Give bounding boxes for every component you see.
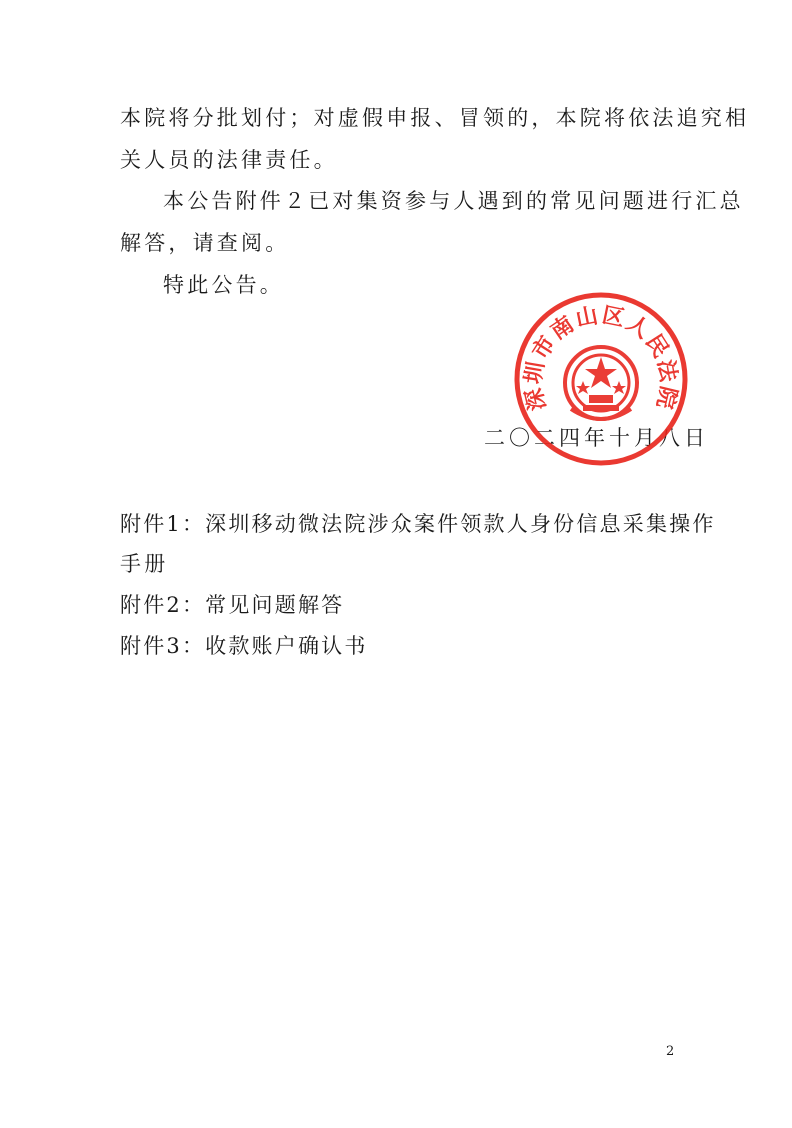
page-number: 2 bbox=[666, 1044, 675, 1059]
paragraph-2-line-2: 解答，请查阅。 bbox=[120, 231, 290, 255]
paragraph-1-line-2: 关人员的法律责任。 bbox=[120, 148, 338, 172]
paragraph-1-line-1: 本院将分批划付；对虚假申报、冒领的，本院将依法追究相 bbox=[120, 106, 750, 130]
issue-date: 二〇二四年十月八日 bbox=[484, 426, 709, 450]
national-emblem-icon bbox=[565, 347, 637, 419]
paragraph-closing: 特此公告。 bbox=[163, 273, 284, 297]
attachment-1-line-2: 手册 bbox=[120, 552, 169, 576]
attachment-2: 附件2：常见问题解答 bbox=[120, 593, 345, 617]
paragraph-2-line-1: 本公告附件２已对集资参与人遇到的常见问题进行汇总 bbox=[163, 189, 744, 213]
attachment-3: 附件3：收款账户确认书 bbox=[120, 634, 368, 658]
attachment-1-line-1: 附件1：深圳移动微法院涉众案件领款人身份信息采集操作 bbox=[120, 512, 716, 536]
court-seal bbox=[513, 291, 689, 467]
seal-text: 深圳市南山区人民法院 bbox=[520, 302, 682, 414]
